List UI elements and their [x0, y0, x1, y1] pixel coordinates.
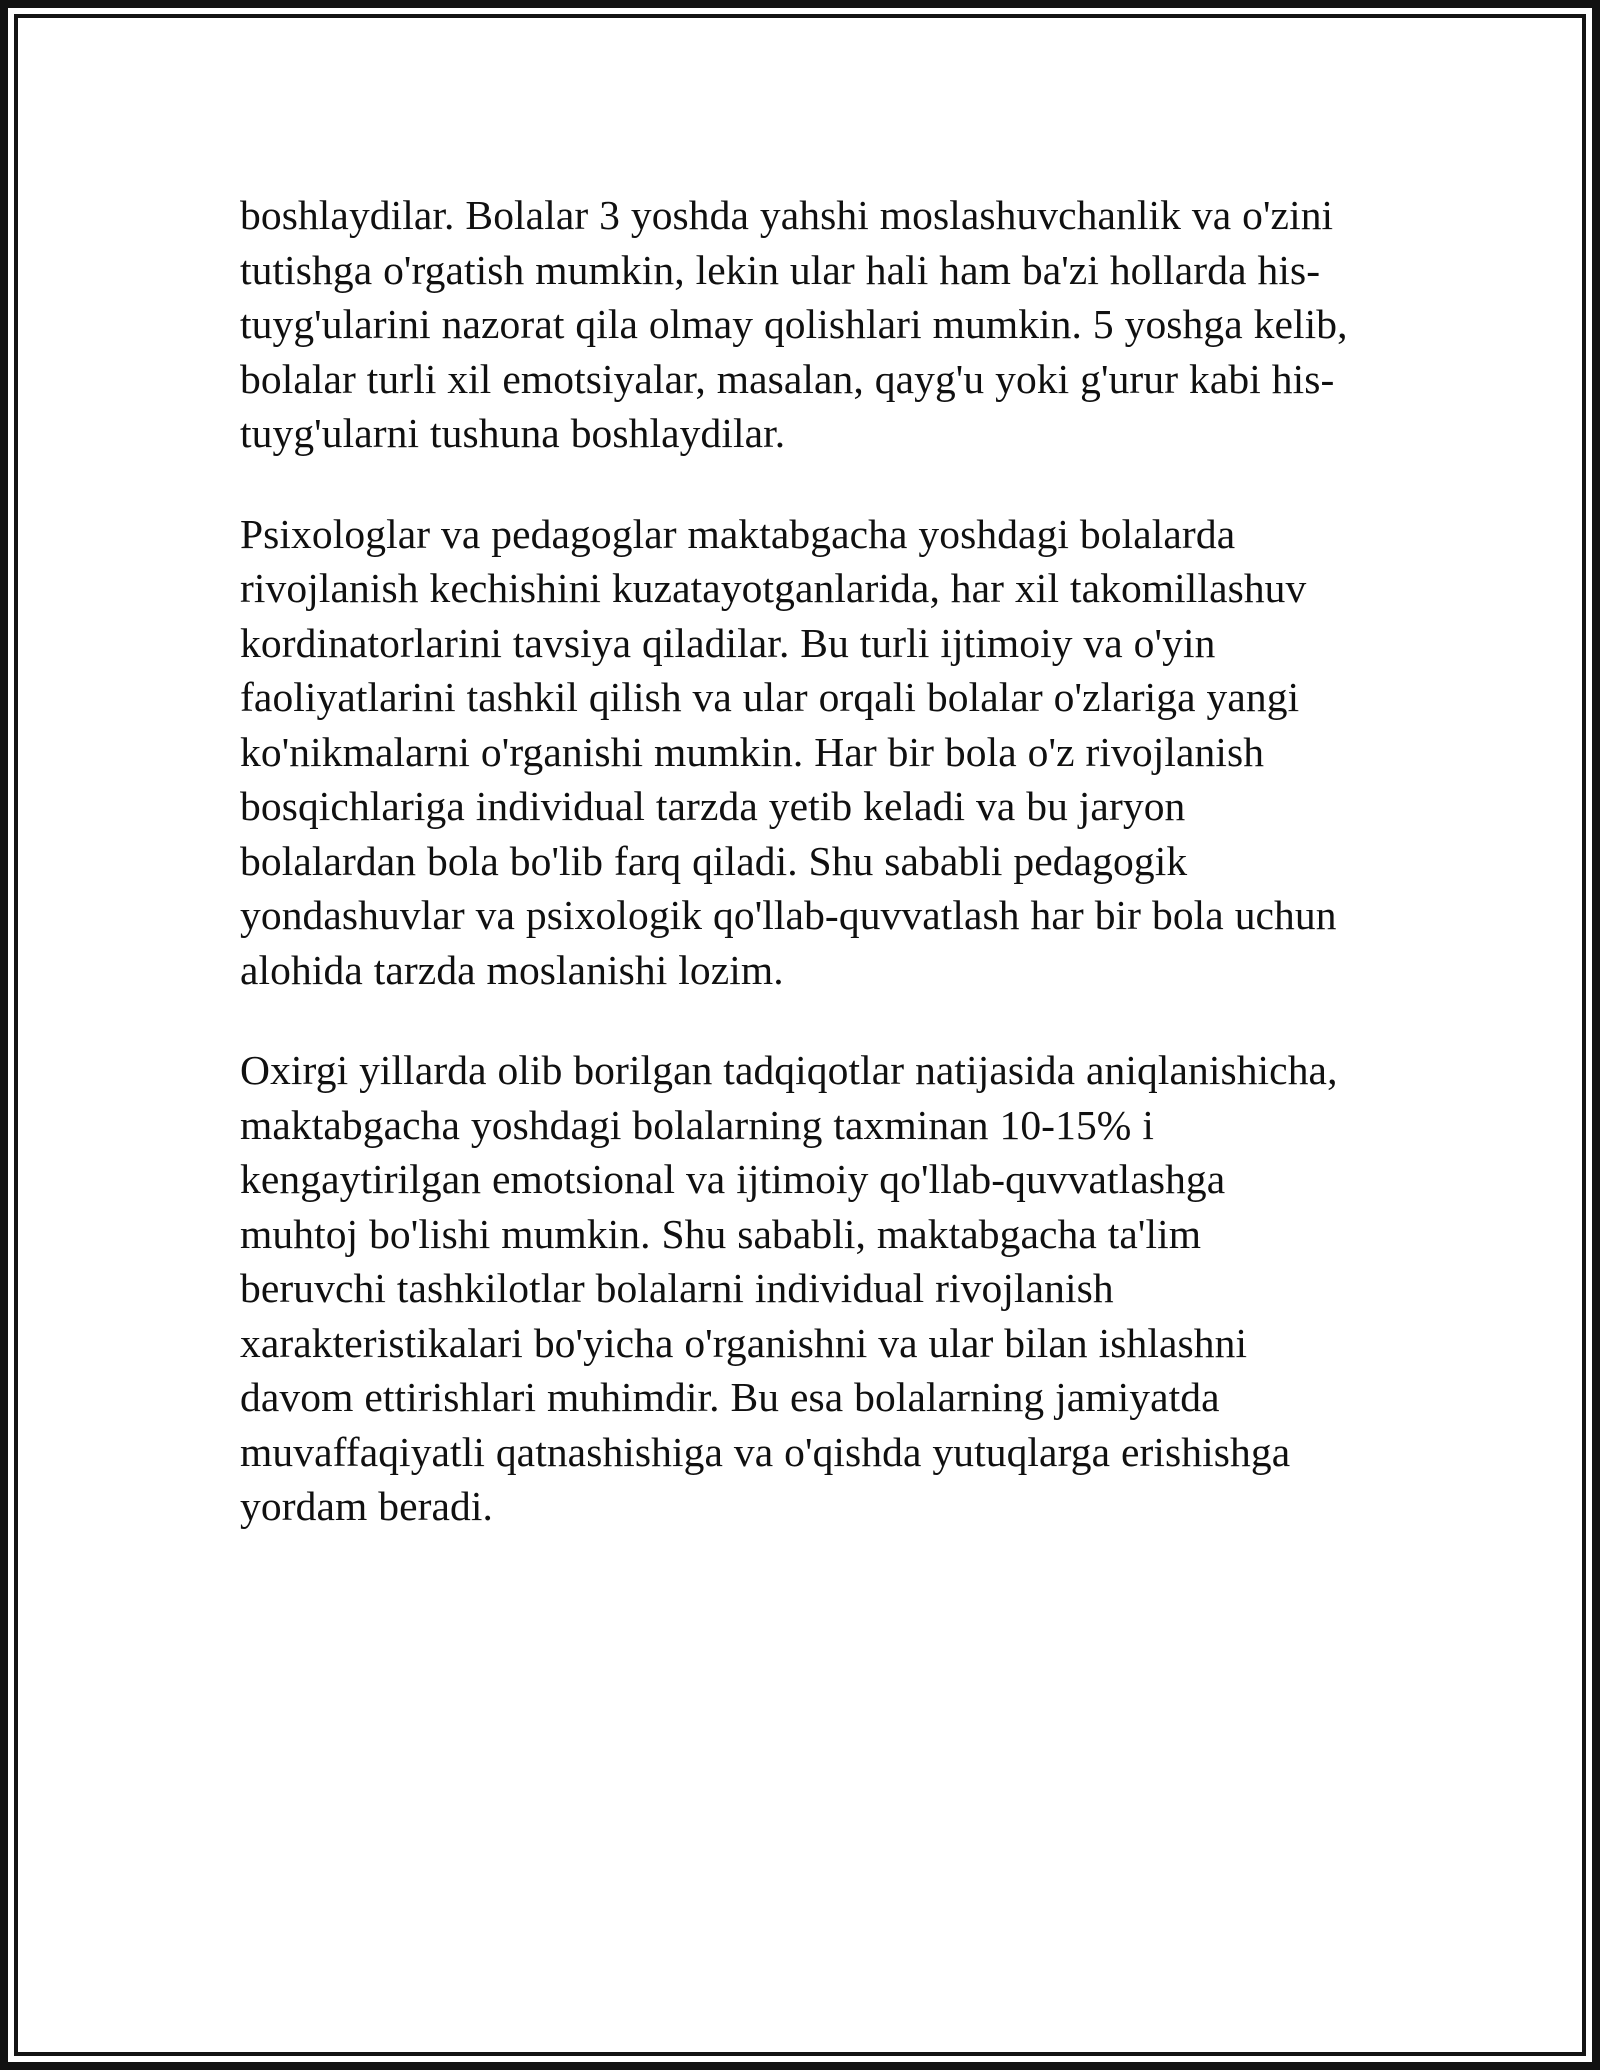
document-page	[14, 14, 1586, 2056]
paragraph-3: Oxirgi yillarda olib borilgan tadqiqotlar natijasida aniqlanishicha, maktabgacha yoshdagi bolalarning taxminan 10-15% i kengaytirilgan emotsional va ijtimoiy qo'llab-quvvatlashga muhtoj bo'lishi mumkin. Shu sababli, maktabgacha ta'lim beruvchi tashkilotlar bolalarni individual rivojlanish xarakteristikalari bo'yicha o'rganishni va ular bilan ishlashni davom ettirishlari muhimdir. Bu esa bolalarning jamiyatda muvaffaqiyatli qatnashishiga va o'qishda yutuqlarga erishishga yordam beradi.	[240, 1047, 1338, 1529]
document-text-body	[240, 188, 1350, 1534]
paragraph-2: Psixologlar va pedagoglar maktabgacha yoshdagi bolalarda rivojlanish kechishini kuzatayotganlarida, har xil takomillashuv kordinatorlarini tavsiya qiladilar. Bu turli ijtimoiy va o'yin faoliyatlarini tashkil qilish va ular orqali bolalar o'zlariga yangi ko'nikmalarni o'rganishi mumkin. Har bir bola o'z rivojlanish bosqichlariga individual tarzda yetib keladi va bu jaryon bolalardan bola bo'lib farq qiladi. Shu sababli pedagogik yondashuvlar va psixologik qo'llab-quvvatlash har bir bola uchun alohida tarzda moslanishi lozim.	[240, 510, 1337, 993]
paragraph-1: boshlaydilar. Bolalar 3 yoshda yahshi moslashuvchanlik va o'zini tutishga o'rgatish mumkin, lekin ular hali ham ba'zi hollarda his-tuyg'ularini nazorat qila olmay qolishlari mumkin. 5 yoshga kelib, bolalar turli xil emotsiyalar, masalan, qayg'u yoki g'urur kabi his-tuyg'ularni tushuna boshlaydilar.	[240, 192, 1348, 456]
